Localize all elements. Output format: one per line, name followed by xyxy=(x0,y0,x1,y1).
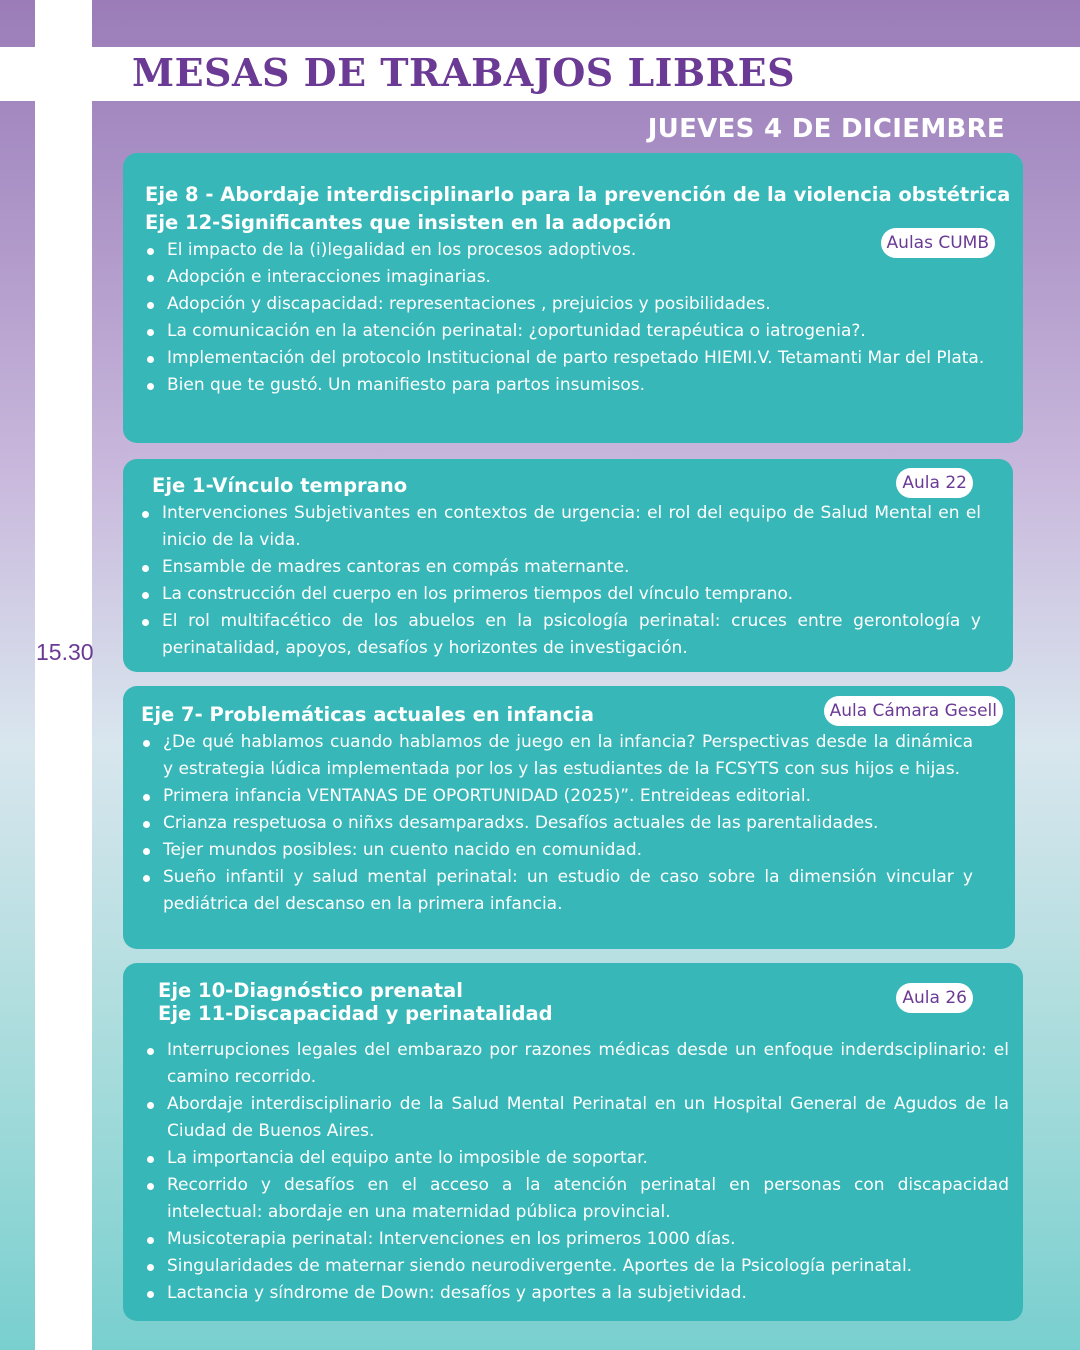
paper-item: Intervenciones Subjetivantes en contextos de urgencia: el rol del equipo de Salud Mental en el inicio de la vida. xyxy=(140,500,981,554)
paper-item: Tejer mundos posibles: un cuento nacido en comunidad. xyxy=(141,837,973,864)
session-time: 15.30 xyxy=(36,639,94,665)
room-badge: Aula 26 xyxy=(896,983,973,1013)
paper-item: Implementación del protocolo Institucional de parto respetado HIEMI.V. Tetamanti Mar del Plata. xyxy=(145,345,985,372)
paper-item: Interrupciones legales del embarazo por razones médicas desde un enfoque inderdsciplinario: el camino recorrido. xyxy=(145,1037,1009,1091)
paper-list xyxy=(140,500,981,662)
paper-item: Adopción e interacciones imaginarias. xyxy=(145,264,985,291)
paper-item: Ensamble de madres cantoras en compás maternante. xyxy=(140,554,981,581)
room-badge: Aulas CUMB xyxy=(881,228,995,258)
paper-item: Primera infancia VENTANAS DE OPORTUNIDAD (2025)”. Entreideas editorial. xyxy=(141,783,973,810)
session-heading: Eje 7- Problemáticas actuales en infancia xyxy=(141,703,595,726)
session-heading: Eje 12-Significantes que insisten en la adopción xyxy=(145,211,672,234)
paper-list xyxy=(141,729,973,918)
session-card-eje-8-12 xyxy=(123,153,1023,443)
paper-item: Recorrido y desafíos en el acceso a la atención perinatal en personas con discapacidad intelectual: abordaje en una maternidad pública provincial. xyxy=(145,1172,1009,1226)
session-heading: Eje 8 - Abordaje interdisciplinarIo para la prevención de la violencia obstétrica xyxy=(145,183,1011,206)
paper-item: Bien que te gustó. Un manifiesto para partos insumisos. xyxy=(145,372,985,399)
paper-item: La importancia del equipo ante lo imposible de soportar. xyxy=(145,1145,1009,1172)
session-heading: Eje 11-Discapacidad y perinatalidad xyxy=(158,1002,553,1025)
paper-item: La construcción del cuerpo en los primeros tiempos del vínculo temprano. xyxy=(140,581,981,608)
session-card-eje-1 xyxy=(123,459,1013,672)
decorative-vertical-strip xyxy=(35,0,92,1350)
date-heading: JUEVES 4 DE DICIEMBRE xyxy=(647,114,1005,144)
paper-item: Musicoterapia perinatal: Intervenciones en los primeros 1000 días. xyxy=(145,1226,1009,1253)
session-card-eje-7 xyxy=(123,686,1015,949)
session-heading: Eje 1-Vínculo temprano xyxy=(152,474,408,497)
paper-item: Adopción y discapacidad: representaciones , prejuicios y posibilidades. xyxy=(145,291,985,318)
paper-list xyxy=(145,237,985,399)
paper-item: Crianza respetuosa o niñxs desamparadxs. Desafíos actuales de las parentalidades. xyxy=(141,810,973,837)
session-heading: Eje 10-Diagnóstico prenatal xyxy=(158,979,463,1002)
paper-list xyxy=(145,1037,1009,1307)
paper-item: El rol multifacético de los abuelos en la psicología perinatal: cruces entre gerontología y perinatalidad, apoyos, desafíos y horizontes de investigación. xyxy=(140,608,981,662)
paper-item: Lactancia y síndrome de Down: desafíos y aportes a la subjetividad. xyxy=(145,1280,1009,1307)
paper-item: Sueño infantil y salud mental perinatal: un estudio de caso sobre la dimensión vincular y pediátrica del descanso en la primera infancia. xyxy=(141,864,973,918)
room-badge: Aula Cámara Gesell xyxy=(824,696,1003,726)
paper-item: Singularidades de maternar siendo neurodivergente. Aportes de la Psicología perinatal. xyxy=(145,1253,1009,1280)
paper-item: ¿De qué hablamos cuando hablamos de juego en la infancia? Perspectivas desde la dinámica y estrategia lúdica implementada por los y las estudiantes de la FCSYTS con sus hijos e hijas. xyxy=(141,729,973,783)
session-card-eje-10-11 xyxy=(123,963,1023,1321)
paper-item: La comunicación en la atención perinatal: ¿oportunidad terapéutica o iatrogenia?. xyxy=(145,318,985,345)
room-badge: Aula 22 xyxy=(896,468,973,498)
paper-item: Abordaje interdisciplinario de la Salud Mental Perinatal en un Hospital General de Agudos de la Ciudad de Buenos Aires. xyxy=(145,1091,1009,1145)
page-title: MESAS DE TRABAJOS LIBRES xyxy=(132,50,796,95)
paper-item: El impacto de la (i)legalidad en los procesos adoptivos. xyxy=(145,237,985,264)
